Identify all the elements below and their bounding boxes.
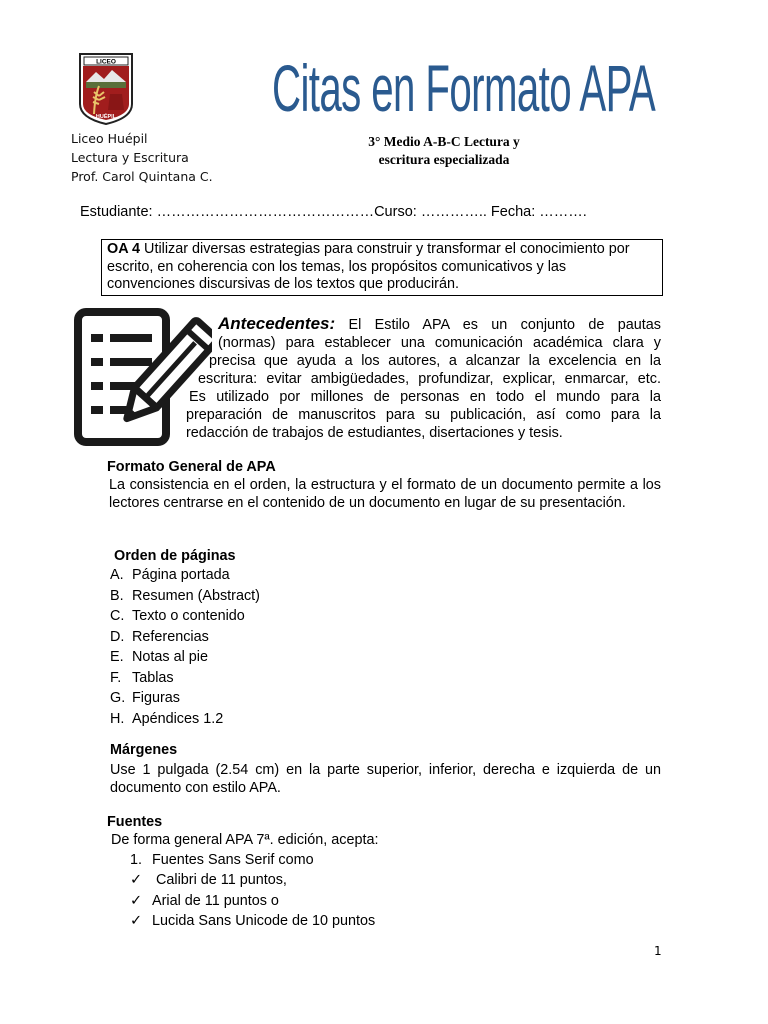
logo-text-bottom: HUÉPIL — [95, 114, 117, 120]
school-name: Liceo Huépil — [71, 131, 148, 146]
list-item: C. Texto o contenido — [110, 608, 245, 624]
list-item: ✓ Lucida Sans Unicode de 10 puntos — [130, 911, 375, 931]
student-info-line: Estudiante: ………………………………………Curso: ………….. Fecha: ………. — [80, 204, 587, 220]
list-item: ✓ Calibri de 11 puntos, — [130, 870, 375, 890]
antecedentes-line-1: Antecedentes: El Estilo APA es un conjunto de pautas — [218, 314, 661, 333]
list-item: E. Notas al pie — [110, 649, 208, 665]
list-item: F. Tablas — [110, 669, 174, 686]
page-number: 1 — [654, 944, 662, 958]
list-item: D. Referencias — [110, 628, 209, 645]
antecedentes-line-3: precisa que ayuda a los autores, a alcanzar la excelencia en la — [209, 353, 661, 369]
margenes-heading: Márgenes — [110, 742, 178, 758]
objective-label: OA 4 — [107, 241, 141, 257]
check-icon: ✓ — [130, 892, 143, 909]
fuentes-list — [130, 850, 375, 931]
antecedentes-line-2: (normas) para establecer una comunicación académica clara y — [218, 335, 661, 351]
orden-list — [110, 565, 260, 729]
course-name: Lectura y Escritura — [71, 150, 189, 165]
list-item: H. Apéndices 1.2 — [110, 710, 224, 727]
list-item: G. Figuras — [110, 690, 180, 706]
check-icon: ✓ — [130, 912, 143, 929]
list-item: ✓ Arial de 11 puntos o — [130, 891, 375, 911]
list-item: 1. Fuentes Sans Serif como — [130, 852, 314, 868]
school-info — [71, 129, 213, 186]
document-title: Citas en Formato APA — [272, 51, 656, 125]
list-item: B. Resumen (Abstract) — [110, 587, 260, 604]
fuentes-heading: Fuentes — [107, 814, 163, 830]
antecedentes-line-4: escritura: evitar ambigüedades, profundizar, explicar, enmarcar, etc. — [198, 371, 661, 387]
orden-heading: Orden de páginas — [114, 548, 236, 564]
objective-text: Utilizar diversas estrategias para construir y transformar el conocimiento por escrito, en coherencia con los temas, los propósitos comunicativos y las convenciones discursivas de los textos que producirán. — [107, 241, 630, 292]
school-logo — [78, 52, 134, 126]
document-subtitle — [332, 133, 556, 169]
list-item: A. Página portada — [110, 567, 230, 583]
objective-box — [101, 239, 663, 296]
antecedentes-heading: Antecedentes: — [218, 314, 336, 333]
antecedentes-paragraph — [186, 315, 661, 442]
check-icon: ✓ — [130, 872, 143, 889]
margenes-paragraph: Use 1 pulgada (2.54 cm) en la parte superior, inferior, derecha e izquierda de un documento con estilo APA. — [110, 762, 661, 796]
antecedentes-line-7: redacción de trabajos de estudiantes, disertaciones y tesis. — [186, 425, 563, 441]
formato-heading: Formato General de APA — [107, 459, 276, 475]
subtitle-line: escritura especializada — [378, 152, 510, 167]
formato-paragraph: La consistencia en el orden, la estructura y el formato de un documento permite a los lectores centrarse en el contenido de un documento en lugar de su presentación. — [109, 477, 661, 511]
antecedentes-line-6: preparación de manuscritos para su publicación, así como para la — [186, 407, 661, 423]
fuentes-intro: De forma general APA 7ª. edición, acepta: — [111, 832, 379, 848]
logo-text-top: LICEO — [96, 58, 116, 66]
antecedentes-line-5: Es utilizado por millones de personas en todo el mundo para la — [189, 389, 661, 405]
subtitle-line: 3° Medio A-B-C Lectura y — [368, 134, 520, 149]
teacher-name: Prof. Carol Quintana C. — [71, 169, 213, 184]
